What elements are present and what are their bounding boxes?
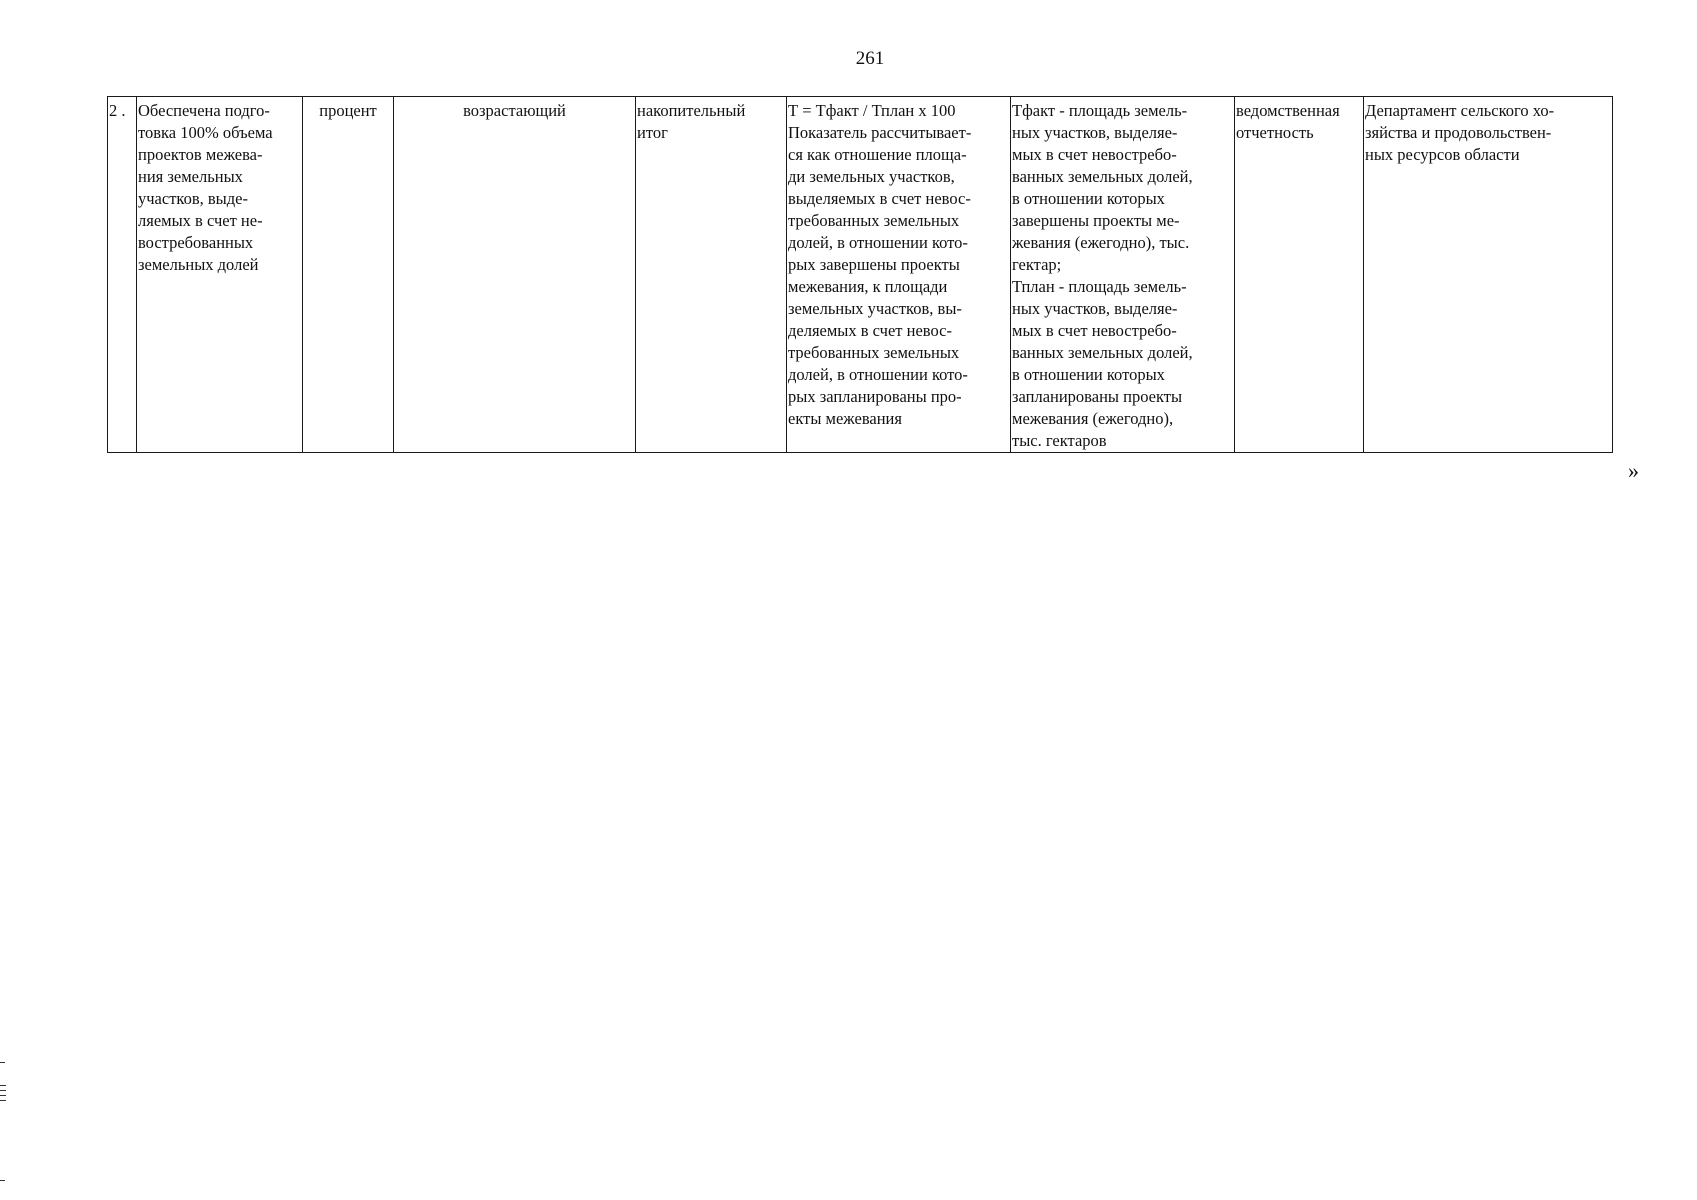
indicator-table: [107, 96, 1613, 453]
edge-tick: [0, 1062, 5, 1063]
edge-tick: [0, 1180, 5, 1181]
table-row: [108, 97, 1613, 453]
page-number: 261: [855, 48, 885, 69]
edge-tick: [0, 1095, 6, 1096]
unit-cell: процент: [303, 97, 394, 453]
formula-cell: Т = Тфакт / Тплан x 100 Показатель рассчитывает- ся как отношение площа- ди земельных участков, выделяемых в счет невос- требованных земельных долей, в отношении кото- рых завершены проекты межевания, к площади земельных участков, вы- деляемых в счет невос- требованных земельных долей, в отношении кото- рых запланированы про- екты межевания: [787, 97, 1011, 453]
variables-cell: Тфакт - площадь земель- ных участков, выделяе- мых в счет невостребо- ванных земельных долей, в отношении которых завершены проекты ме- жевания (ежегодно), тыс. гектар; Тплан - площадь земель- ных участков, выделяе- мых в счет невостребо- ванных земельных долей, в отношении которых запланированы проекты межевания (ежегодно), тыс. гектаров: [1011, 97, 1235, 453]
edge-tick: [0, 1085, 6, 1086]
source-cell: ведомственная отчетность: [1235, 97, 1364, 453]
dynamics-cell: возрастающий: [394, 97, 636, 453]
closing-quote-mark: »: [1628, 458, 1639, 483]
method-cell: накопительный итог: [636, 97, 787, 453]
row-number-cell: 2 .: [108, 97, 137, 453]
indicator-name-cell: Обеспечена подго- товка 100% объема проектов межева- ния земельных участков, выде- ляемых в счет не- востребованных земельных долей: [137, 97, 303, 453]
edge-tick: [0, 1090, 6, 1091]
responsible-cell: Департамент сельского хо- зяйства и продовольствен- ных ресурсов области: [1364, 97, 1613, 453]
edge-tick: [0, 1100, 6, 1101]
